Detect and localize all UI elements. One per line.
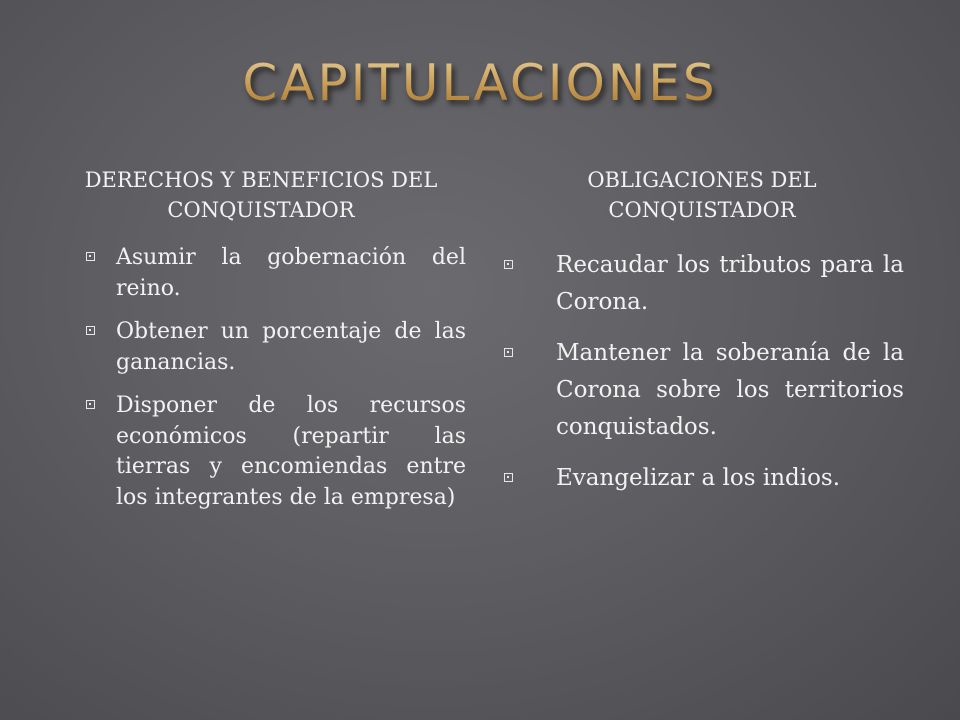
square-bullet-icon [86, 400, 95, 409]
list-item-text: Disponer de los recursos económicos (repartir las tierras y encomiendas entre los integrantes de la empresa) [116, 393, 466, 510]
left-column [56, 165, 466, 526]
square-bullet-icon [86, 326, 95, 335]
square-bullet-icon [86, 252, 95, 261]
list-item [56, 317, 466, 378]
slide-title: CAPITULACIONES [0, 54, 960, 112]
right-column [500, 165, 904, 511]
list-item [500, 335, 904, 446]
right-column-heading: OBLIGACIONES DEL CONQUISTADOR [587, 168, 817, 222]
list-item-text: Evangelizar a los indios. [556, 465, 841, 491]
list-item [500, 460, 904, 497]
right-column-list [500, 247, 904, 497]
list-item-text: Obtener un porcentaje de las ganancias. [116, 319, 466, 375]
list-item-text: Asumir la gobernación del reino. [116, 245, 466, 301]
list-item [56, 391, 466, 513]
list-item [56, 243, 466, 304]
square-bullet-icon [504, 260, 513, 269]
list-item-text: Recaudar los tributos para la Corona. [556, 252, 904, 315]
list-item-text: Mantener la soberanía de la Corona sobre los territorios conquistados. [556, 340, 904, 440]
left-column-list [56, 243, 466, 513]
left-column-heading: DERECHOS Y BENEFICIOS DEL CONQUISTADOR [84, 168, 438, 222]
square-bullet-icon [504, 348, 513, 357]
square-bullet-icon [504, 473, 513, 482]
list-item [500, 247, 904, 321]
